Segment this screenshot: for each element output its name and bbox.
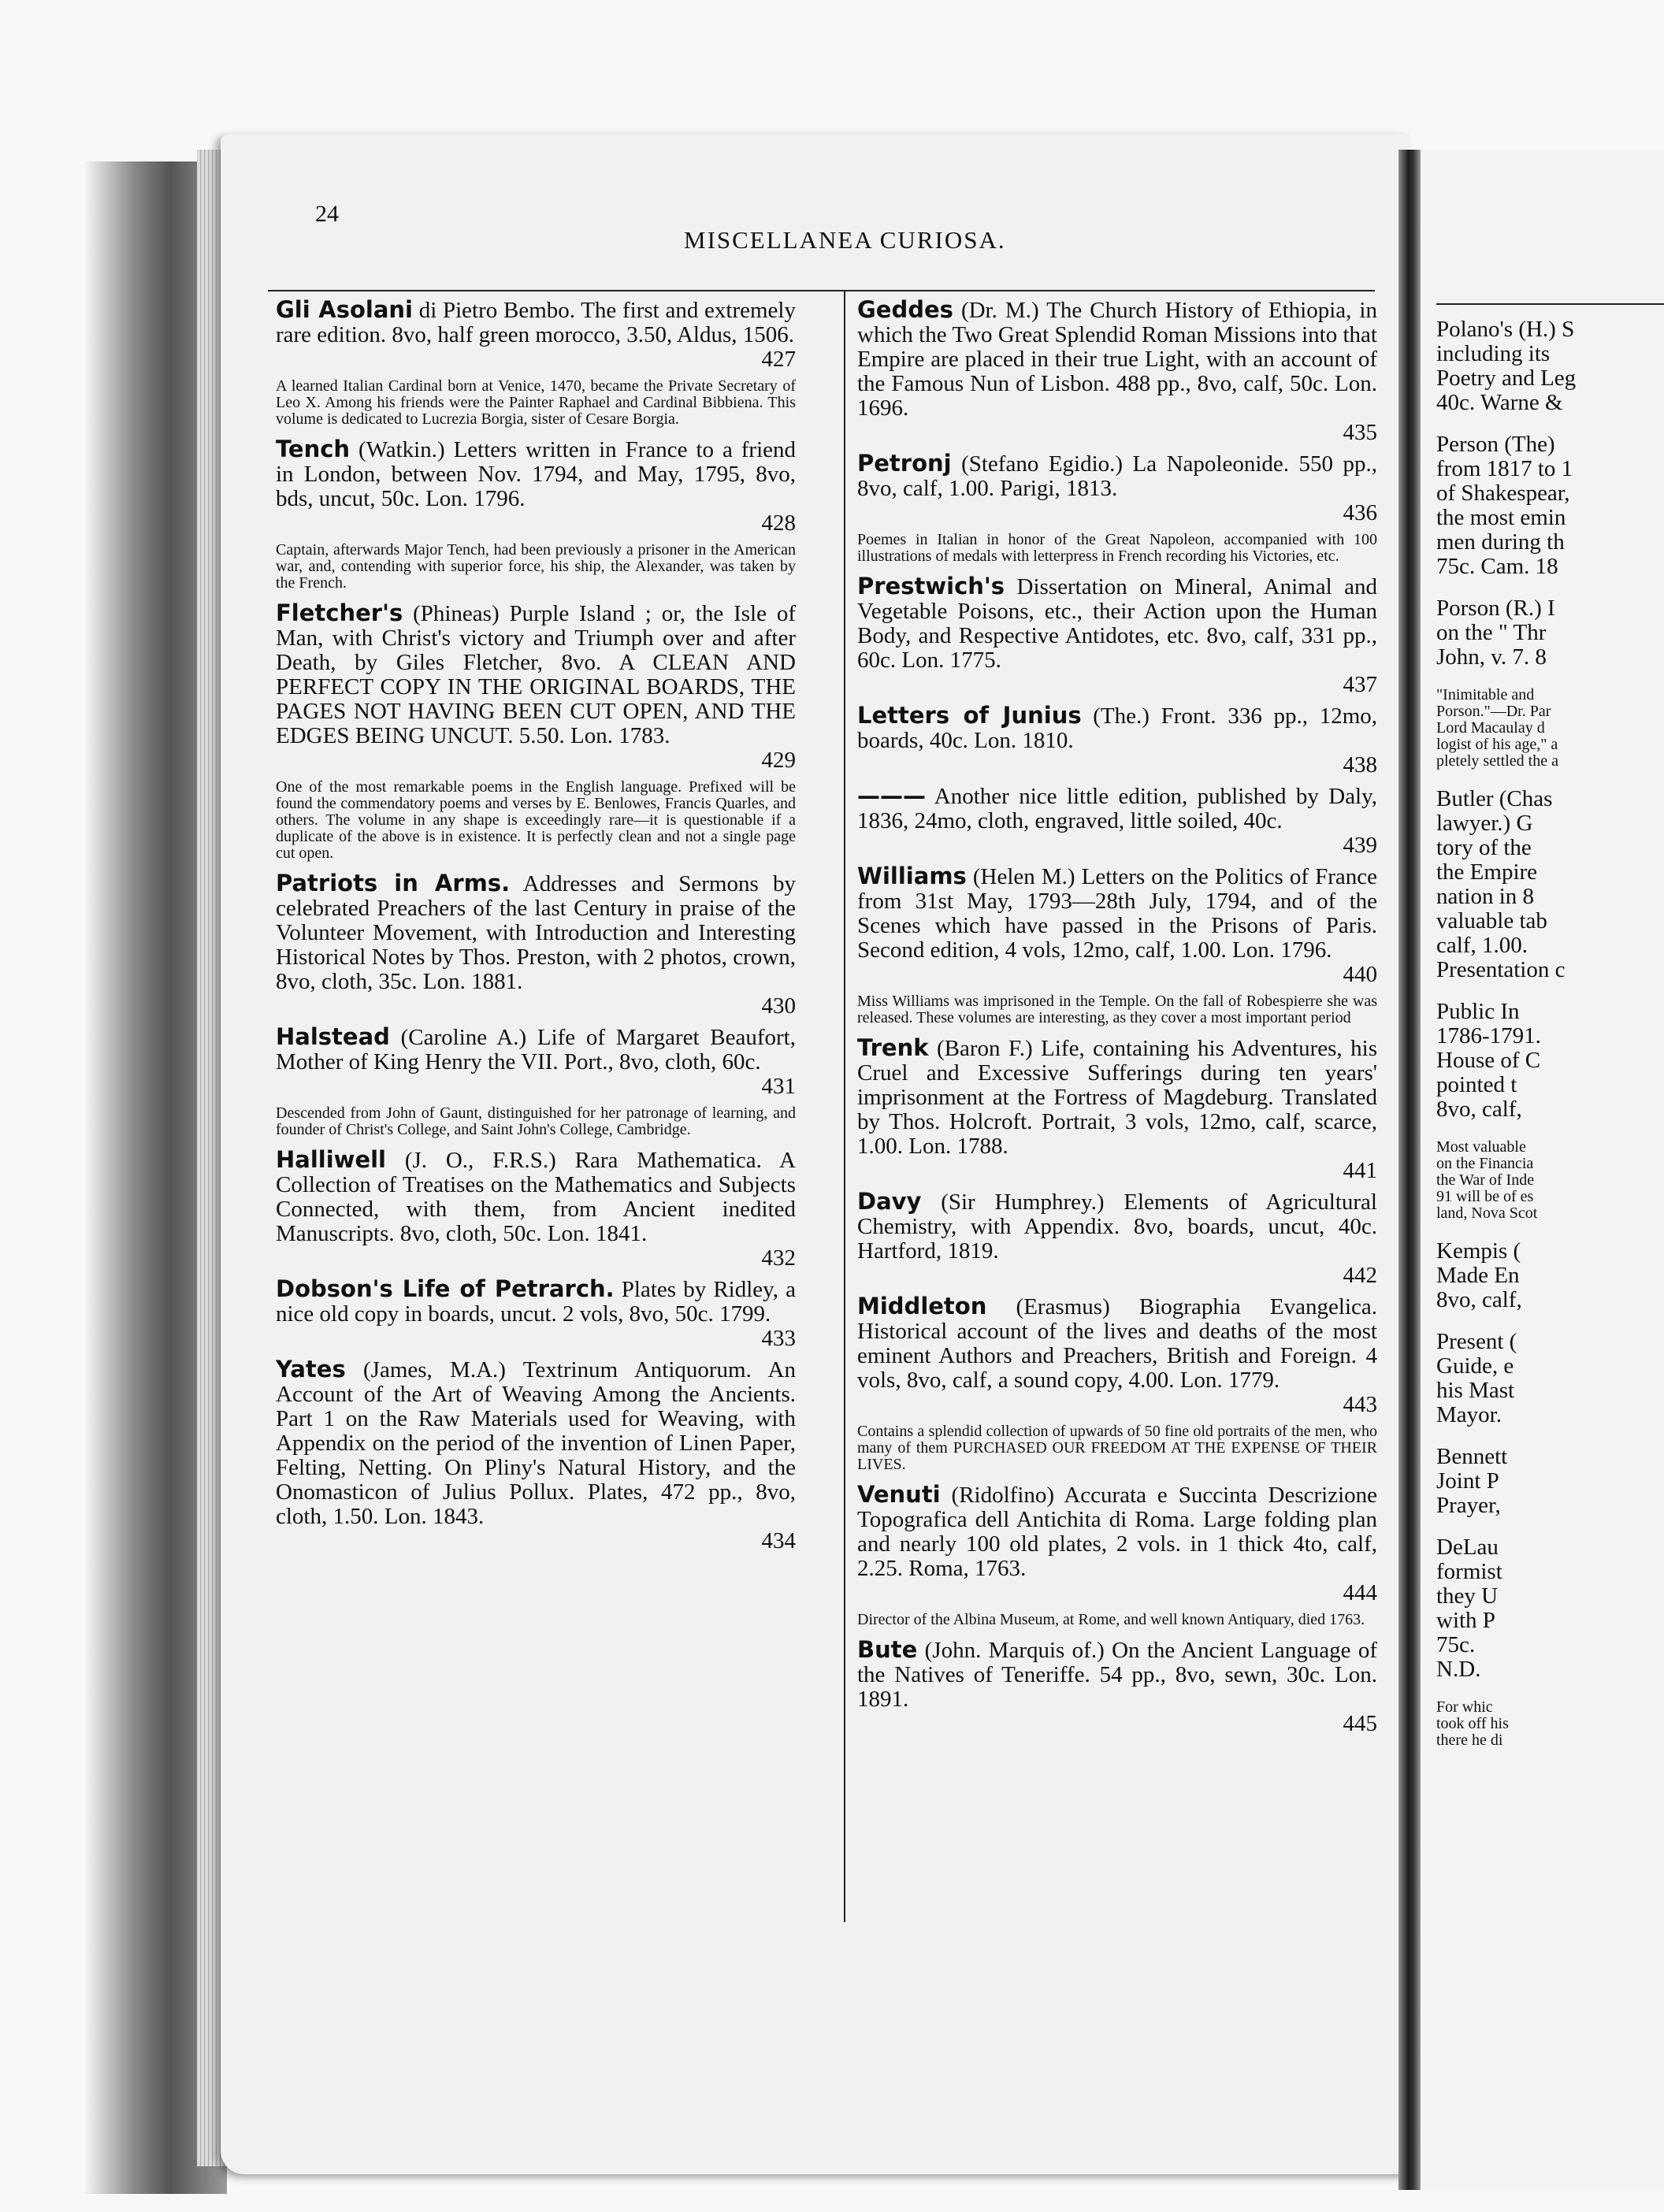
book-gutter [1398,150,1421,2190]
entry-number: 435 [1343,420,1377,445]
catalogue-entry [857,451,1377,525]
catalogue-entry [276,298,796,372]
facing-page-line: For whic [1436,1698,1493,1716]
facing-page-line: Guide, e [1436,1353,1514,1379]
catalogue-entry [857,1036,1377,1183]
facing-page-line: formist [1436,1559,1502,1584]
entry-heading: Bute [857,1636,918,1663]
facing-page-line: 75c. Cam. 18 [1436,554,1558,579]
entry-description: (Stefano Egidio.) La Napoleonide. 550 pp., 8vo, calf, 1.00. Parigi, 1813. [857,451,1377,501]
entry-heading: Yates [276,1356,346,1382]
catalogue-entry [857,298,1377,445]
catalogue-entry [276,1148,796,1271]
facing-page-line: "Inimitable and [1436,686,1535,703]
facing-page-line: from 1817 to 1 [1436,456,1573,481]
entry-number: 433 [761,1326,796,1351]
catalogue-entry [276,601,796,773]
entry-heading: Patriots in Arms. [276,870,511,896]
entry-description: Another nice little edition, published by Daly, 1836, 24mo, cloth, engraved, little soiled, 40c. [857,784,1377,833]
facing-page-entry [1436,1000,1664,1122]
facing-page-line: John, v. 7. 8 [1436,644,1547,670]
entry-description: (Sir Humphrey.) Elements of Agricultural Chemistry, with Appendix. 8vo, boards, uncut, 40c. Hartford, 1819. [857,1190,1377,1264]
entry-note: Poemes in Italian in honor of the Great Napoleon, accompanied with 100 illustrations of medals with letterpress in French recording his Victories, etc. [857,531,1377,565]
entry-heading: Petronj [857,450,952,477]
entry-number: 440 [1343,962,1377,987]
facing-page-line: lawyer.) G [1436,811,1533,836]
facing-page-line: land, Nova Scot [1436,1204,1538,1222]
facing-page-line: Prayer, [1436,1493,1501,1518]
facing-page-line: 40c. Warne & [1436,390,1563,415]
entry-heading: Prestwich's [857,573,1005,599]
entry-description: (Baron F.) Life, containing his Adventures, his Cruel and Excessive Sufferings during ten years' imprisonment at the Fortress of Magdeburg. Translated by Thos. Holcroft. Portrait, 3 vols, 12mo, calf, scarce, 1.00. Lon. 1788. [857,1036,1377,1159]
facing-page-line: N.D. [1436,1657,1481,1682]
facing-page-line: valuable tab [1436,908,1547,933]
catalogue-entry [857,1638,1377,1736]
facing-page-line: Public In [1436,999,1520,1024]
entry-number: 441 [1343,1158,1377,1183]
facing-page-line: Mayor. [1436,1402,1502,1427]
catalogue-entry [857,784,1377,858]
entry-note: Miss Williams was imprisoned in the Temple. On the fall of Robespierre she was released. These volumes are interesting, as they cover a most important period [857,993,1377,1026]
facing-page-entry [1436,1445,1664,1518]
facing-page-line: Presentation c [1436,957,1566,982]
entry-note: Captain, afterwards Major Tench, had been previously a prisoner in the American war, and, contending with superior force, his ship, the Alexander, was taken by the French. [276,541,796,592]
facing-page-line: Lord Macaulay d [1436,719,1545,737]
facing-header-rule [1436,303,1664,305]
facing-page-line: Porson."—Dr. Par [1436,703,1551,720]
facing-page [1422,150,1664,2190]
entry-heading: ——— [857,782,926,809]
facing-page-entry [1436,787,1664,982]
entry-number: 429 [761,748,796,773]
facing-page-line: logist of his age," a [1436,736,1558,753]
facing-page-line: nation in 8 [1436,884,1535,909]
column-divider [844,291,845,1922]
facing-page-line: 1786-1791. [1436,1023,1541,1048]
entry-description: (James, M.A.) Textrinum Antiquorum. An Account of the Art of Weaving Among the Ancients. Part 1 on the Raw Materials used for Weaving, with Appendix on the period of the invention of Linen Paper, Felting, Netting. On Pliny's Natural History, and the Onomasticon of Julius Pollux. Plates, 472 pp., 8vo, cloth, 1.50. Lon. 1843. [276,1357,796,1529]
facing-page-line: pletely settled the a [1436,752,1558,770]
page-title: MISCELLANEA CURIOSA. [684,226,1006,254]
catalogue-entry [276,871,796,1019]
entry-description: (Ridolfino) Accurata e Succinta Descrizione Topografica dell Antichita di Roma. Large folding plan and nearly 100 old plates, 2 vols. in 1 thick 4to, calf, 2.25. Roma, 1763. [857,1483,1377,1581]
entry-description: (Erasmus) Biographia Evangelica. Historical account of the lives and deaths of the most eminent Authors and Preachers, British and Foreign. 4 vols, 8vo, calf, a sound copy, 4.00. Lon. 1779. [857,1294,1377,1393]
catalogue-entry [276,437,796,536]
facing-page-entry [1436,1239,1664,1312]
entry-heading: Halliwell [276,1146,387,1173]
facing-page-line: his Mast [1436,1378,1515,1403]
entry-note: A learned Italian Cardinal born at Venice, 1470, became the Private Secretary of Leo X. Among his friends were the Painter Raphael and Cardinal Bibbiena. This volume is dedicated to Lucrezia Borgia, sister of Cesare Borgia. [276,377,796,428]
facing-page-line: Butler (Chas [1436,786,1553,811]
entry-number: 443 [1343,1392,1377,1417]
entry-heading: Letters of Junius [857,702,1082,729]
entry-description: (J. O., F.R.S.) Rara Mathematica. A Collection of Treatises on the Mathematics and Subjects Connected, with them, from Ancient inedited Manuscripts. 8vo, cloth, 50c. Lon. 1841. [276,1148,796,1246]
entry-description: Addresses and Sermons by celebrated Preachers of the last Century in praise of the Volunteer Movement, with Introduction and Interesting Historical Notes by Thos. Preston, with 2 photos, crown, 8vo, cloth, 35c. Lon. 1881. [276,871,796,994]
facing-page-entry [1436,1699,1664,1749]
entry-heading: Williams [857,863,967,889]
entry-description: Plates by Ridley, a nice old copy in boards, uncut. 2 vols, 8vo, 50c. 1799. [276,1277,796,1327]
facing-page-entry [1436,1330,1664,1427]
page-number: 24 [315,201,339,227]
facing-page-entry [1436,596,1664,670]
catalogue-entry [857,1294,1377,1417]
facing-page-entry [1436,1139,1664,1222]
running-head [315,201,1371,256]
facing-page-line: Most valuable [1436,1138,1526,1156]
catalogue-entry [857,574,1377,697]
entry-heading: Davy [857,1188,922,1215]
facing-page-line: 91 will be of es [1436,1188,1534,1205]
catalogue-entry [276,1025,796,1099]
entry-number: 427 [761,347,796,372]
entry-number: 437 [1343,672,1377,697]
entry-note: Director of the Albina Museum, at Rome, and well known Antiquary, died 1763. [857,1611,1365,1628]
facing-page-entry [1436,1535,1664,1682]
header-rule [268,290,1375,291]
entry-heading: Gli Asolani [276,296,413,323]
entry-number: 439 [1343,833,1377,858]
catalogue-entry [857,703,1377,778]
entry-number: 438 [1343,752,1377,778]
entry-description: (Phineas) Purple Island ; or, the Isle of Man, with Christ's victory and Triumph over and after Death, by Giles Fletcher, 8vo. A CLEAN AND PERFECT COPY IN THE ORIGINAL BOARDS, THE PAGES NOT HAVING BEEN CUT OPEN, AND THE EDGES BEING UNCUT. 5.50. Lon. 1783. [276,601,796,748]
facing-page-line: calf, 1.00. [1436,933,1528,958]
facing-page-line: Bennett [1436,1444,1508,1469]
facing-page-text [1436,303,1664,1766]
entry-heading: Venuti [857,1481,941,1508]
catalogue-entry [857,1483,1377,1605]
entry-note: One of the most remarkable poems in the English language. Prefixed will be found the commendatory poems and verses by E. Benlowes, Francis Quarles, and others. The volume in any shape is exceedingly rare—it is questionable if a duplicate of the above is in existence. It is perfectly clean and not a single page cut open. [276,778,796,862]
facing-page-line: House of C [1436,1048,1541,1073]
entry-heading: Middleton [857,1293,987,1319]
facing-page-line: on the Financia [1436,1155,1534,1172]
catalogue-entry [276,1357,796,1553]
facing-page-line: tory of the [1436,835,1532,860]
facing-page-line: DeLau [1436,1535,1499,1560]
facing-page-line: with P [1436,1608,1495,1633]
entry-heading: Dobson's Life of Petrarch. [276,1275,615,1302]
facing-page-line: Poetry and Leg [1436,366,1577,391]
catalogue-column-right [857,298,1377,2212]
facing-page-line: the most emin [1436,505,1566,530]
facing-page-line: Person (The) [1436,432,1555,457]
facing-page-line: Joint P [1436,1468,1499,1494]
facing-page-entry [1436,432,1664,579]
catalogue-column-left [276,298,796,2212]
facing-page-line: took off his [1436,1715,1509,1732]
facing-page-line: Made En [1436,1263,1520,1288]
facing-page-line: pointed t [1436,1072,1517,1097]
facing-page-line: there he di [1436,1731,1503,1749]
facing-page-entry [1436,317,1664,415]
facing-page-line: Porson (R.) I [1436,596,1555,621]
entry-description: (Helen M.) Letters on the Politics of France from 31st May, 1793—28th July, 1794, and of the Scenes which have passed in the Prisons of Paris. Second edition, 4 vols, 12mo, calf, 1.00. Lon. 1796. [857,864,1377,963]
entry-number: 445 [1343,1711,1377,1736]
entry-heading: Fletcher's [276,599,403,626]
facing-page-line: they U [1436,1583,1499,1609]
entry-number: 430 [761,993,796,1019]
entry-description: (Caroline A.) Life of Margaret Beaufort, Mother of King Henry the VII. Port., 8vo, cloth, 60c. [276,1025,796,1074]
facing-page-line: the Empire [1436,859,1538,885]
facing-page-line: the War of Inde [1436,1171,1535,1189]
facing-page-line: men during th [1436,529,1565,555]
entry-note: Descended from John of Gaunt, distinguished for her patronage of learning, and founder of Christ's College, and Saint John's College, Cambridge. [276,1104,796,1138]
entry-number: 428 [761,510,796,536]
catalogue-entry [857,864,1377,987]
entry-number: 444 [1343,1580,1377,1605]
facing-page-line: of Shakespear, [1436,481,1570,506]
entry-number: 436 [1343,500,1377,525]
facing-page-line: on the " Thr [1436,620,1547,645]
facing-page-line: including its [1436,341,1551,366]
entry-note: Contains a splendid collection of upwards of 50 fine old portraits of the men, who many of them PURCHASED OUR FREEDOM AT THE EXPENSE OF THEIR LIVES. [857,1423,1377,1473]
entry-description: di Pietro Bembo. The first and extremely rare edition. 8vo, half green morocco, 3.50, Aldus, 1506. [276,298,796,347]
facing-page-line: Polano's (H.) S [1436,317,1575,342]
facing-page-line: Present ( [1436,1329,1517,1354]
entry-description: Dissertation on Mineral, Animal and Vegetable Poisons, etc., their Action upon the Human Body, and Respective Antidotes, etc. 8vo, calf, 331 pp., 60c. Lon. 1775. [857,574,1377,673]
entry-number: 432 [761,1245,796,1271]
entry-heading: Halstead [276,1023,390,1050]
entry-description: (Dr. M.) The Church History of Ethiopia, in which the Two Great Splendid Roman Missions into that Empire are placed in their true Light, with an account of the Famous Nun of Lisbon. 488 pp., 8vo, calf, 50c. Lon. 1696. [857,298,1377,421]
entry-description: (John. Marquis of.) On the Ancient Language of the Natives of Teneriffe. 54 pp., 8vo, sewn, 30c. Lon. 1891. [857,1638,1377,1712]
entry-heading: Geddes [857,296,953,323]
entry-description: (The.) Front. 336 pp., 12mo, boards, 40c. Lon. 1810. [857,703,1377,753]
entry-heading: Trenk [857,1034,929,1061]
facing-page-line: Kempis ( [1436,1238,1521,1264]
entry-number: 442 [1343,1263,1377,1288]
entry-number: 434 [761,1528,796,1553]
facing-page-entry [1436,687,1664,770]
entry-heading: Tench [276,436,351,462]
facing-page-line: 8vo, calf, [1436,1287,1522,1312]
facing-page-line: 75c. [1436,1632,1476,1657]
entry-description: (Watkin.) Letters written in France to a friend in London, between Nov. 1794, and May, 1795, 8vo, bds, uncut, 50c. Lon. 1796. [276,437,796,511]
entry-number: 431 [761,1074,796,1099]
catalogue-entry [276,1277,796,1351]
catalogue-entry [857,1190,1377,1288]
facing-page-line: 8vo, calf, [1436,1097,1522,1122]
